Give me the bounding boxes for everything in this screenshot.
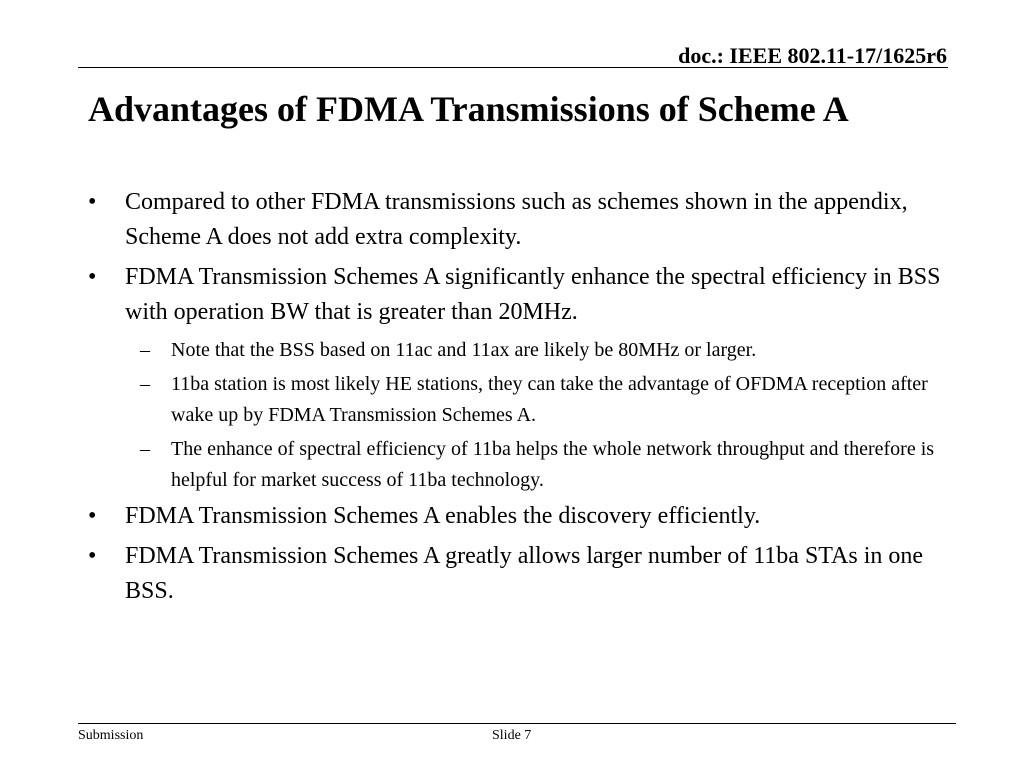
footer-divider [78, 723, 956, 724]
header-divider [78, 67, 948, 68]
bullet-marker: • [88, 189, 97, 215]
bullet-item-4 [88, 539, 948, 609]
sub-bullet-text: The enhance of spectral efficiency of 11ba helps the whole network throughput and therefore is helpful for market success of 11ba technology. [171, 438, 935, 491]
bullet-text: FDMA Transmission Schemes A greatly allows larger number of 11ba STAs in one BSS. [125, 543, 924, 604]
sub-bullet-item-3 [88, 434, 948, 496]
document-id: doc.: IEEE 802.11-17/1625r6 [678, 43, 947, 68]
dash-marker: – [140, 438, 150, 460]
bullet-marker: • [88, 503, 97, 529]
sub-bullet-text: 11ba station is most likely HE stations, they can take the advantage of OFDMA reception after wake up by FDMA Transmission Schemes A. [171, 373, 928, 426]
slide-body [88, 185, 948, 614]
sub-bullet-text: Note that the BSS based on 11ac and 11ax are likely be 80MHz or larger. [171, 339, 757, 361]
dash-marker: – [140, 339, 150, 361]
bullet-text: FDMA Transmission Schemes A significantly enhance the spectral efficiency in BSS with operation BW that is greater than 20MHz. [125, 264, 941, 325]
bullet-marker: • [88, 543, 97, 569]
bullet-text: FDMA Transmission Schemes A enables the discovery efficiently. [125, 503, 761, 529]
footer-submission: Submission [78, 728, 144, 743]
sub-bullet-item-1 [88, 335, 948, 366]
bullet-item-3 [88, 499, 948, 534]
slide-title: Advantages of FDMA Transmissions of Scheme A [88, 89, 849, 129]
bullet-item-1 [88, 185, 948, 255]
sub-bullet-item-2 [88, 369, 948, 431]
slide-number: Slide 7 [492, 728, 532, 743]
bullet-item-2 [88, 260, 948, 330]
bullet-text: Compared to other FDMA transmissions such as schemes shown in the appendix, Scheme A does not add extra complexity. [125, 189, 908, 250]
bullet-marker: • [88, 264, 97, 290]
dash-marker: – [140, 373, 150, 395]
